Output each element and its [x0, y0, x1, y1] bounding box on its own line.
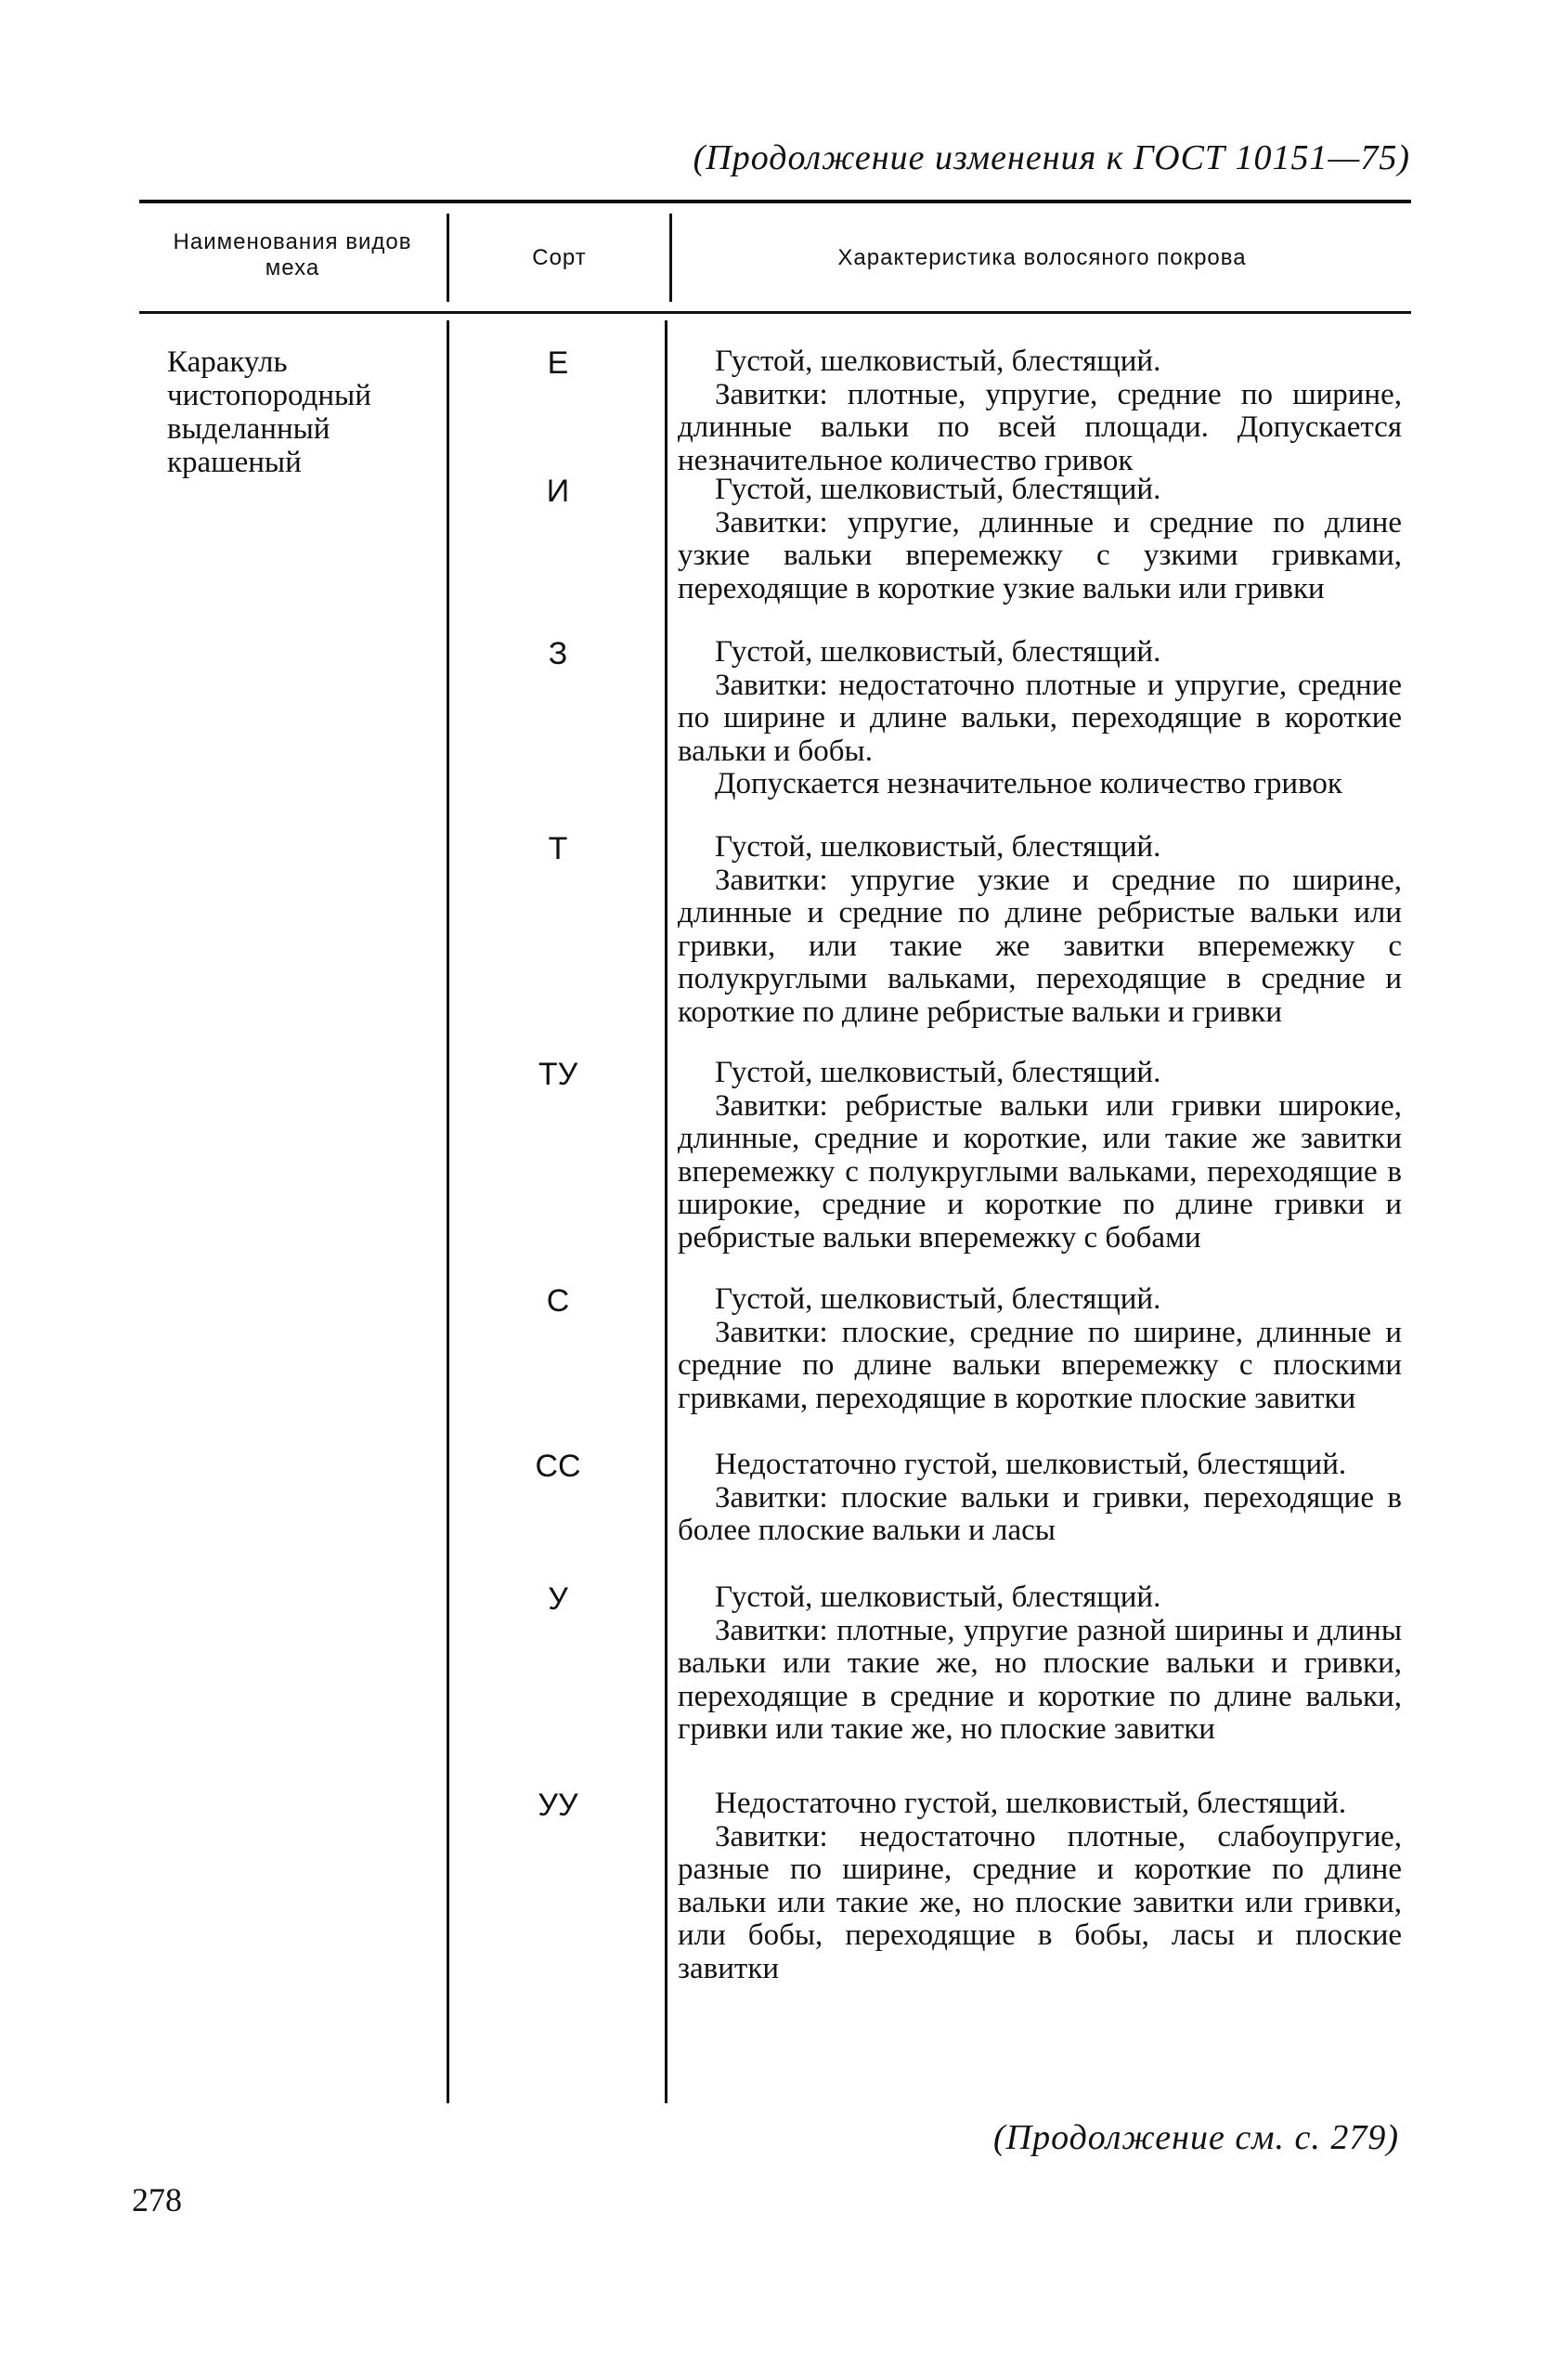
desc-paragraph: Завитки: ребристые вальки или гривки широкие, длинные, средние и короткие, или такие же завитки вперемежку с полукруглыми вальками, переходящие в широкие, средние и короткие по длине гривки и ребристые вальки вперемежку с бобами	[678, 1088, 1402, 1255]
desc-z	[678, 636, 1402, 801]
desc-paragraph: Недостаточно густой, шелковистый, блестящий.	[715, 1448, 1347, 1481]
grade-tu: ТУ	[538, 1057, 578, 1092]
grade-uu: УУ	[538, 1788, 578, 1823]
page-number: 278	[132, 2181, 182, 2218]
desc-paragraph: Завитки: недостаточно плотные и упругие, средние по ширине и длине вальки, переходящие в короткие вальки и бобы.	[678, 668, 1402, 768]
column-header-description: Характеристика волосяного покрова	[837, 245, 1247, 270]
desc-e	[678, 345, 1402, 477]
desc-ss	[678, 1449, 1402, 1548]
footer-note: (Продолжение см. с. 279)	[992, 2118, 1399, 2157]
desc-paragraph: Завитки: плоские вальки и гривки, переходящие в более плоские вальки и ласы	[678, 1480, 1402, 1547]
grade-z: З	[548, 636, 568, 671]
desc-paragraph: Густой, шелковистый, блестящий.	[715, 1282, 1161, 1316]
grade-t: Т	[548, 831, 568, 866]
column-header-separator-2	[669, 214, 672, 302]
desc-paragraph: Завитки: плотные, упругие разной ширины и длины вальки или такие же, но плоские вальки и гривки, переходящие в средние и короткие по длине вальки, гривки или такие же, но плоские завитки	[678, 1613, 1402, 1746]
grade-e: Е	[547, 345, 569, 381]
desc-paragraph: Густой, шелковистый, блестящий.	[715, 473, 1161, 506]
desc-paragraph: Завитки: плотные, упругие, средние по ширине, длинные вальки по всей площади. Допускается незначительное количество гривок	[678, 377, 1402, 477]
desc-i	[678, 474, 1402, 605]
desc-paragraph: Завитки: недостаточно плотные, слабоупругие, разные по ширине, средние и короткие по длине вальки или такие же, но плоские завитки или гривки, или бобы, переходящие в бобы, ласы и плоские завитки	[678, 1819, 1402, 1985]
desc-tu	[678, 1057, 1402, 1255]
grade-i: И	[546, 474, 570, 509]
column-header-separator-1	[447, 214, 449, 302]
column-separator-1	[447, 320, 449, 2103]
desc-paragraph: Завитки: плоские, средние по ширине, длинные и средние по длине вальки вперемежку с плоскими гривками, переходящие в короткие плоские завитки	[678, 1315, 1402, 1415]
grade-ss: СС	[535, 1449, 581, 1484]
desc-paragraph: Завитки: упругие узкие и средние по ширине, длинные и средние по длине ребристые вальки или гривки, или такие же завитки вперемежку с полукруглыми вальками, переходящие в средние и короткие по длине ребристые вальки и гривки	[678, 863, 1402, 1029]
desc-paragraph: Недостаточно густой, шелковистый, блестящий.	[715, 1787, 1347, 1820]
grade-u: У	[548, 1581, 568, 1617]
desc-paragraph: Густой, шелковистый, блестящий.	[715, 830, 1161, 864]
fur-name: Каракуль чистопородный выделанный крашеный	[167, 345, 371, 479]
desc-s	[678, 1283, 1402, 1415]
desc-paragraph: Завитки: упругие, длинные и средние по длине узкие вальки вперемежку с узкими гривками, переходящие в короткие узкие вальки или гривки	[678, 505, 1402, 605]
grade-s: С	[546, 1283, 570, 1319]
desc-paragraph: Густой, шелковистый, блестящий.	[715, 1580, 1161, 1614]
column-header-grade: Сорт	[532, 245, 587, 270]
table-top-rule	[139, 200, 1411, 203]
desc-paragraph: Густой, шелковистый, блестящий.	[715, 1056, 1161, 1089]
column-header-name: Наименования видов меха	[173, 229, 412, 280]
desc-t	[678, 831, 1402, 1029]
header-note: (Продолжение изменения к ГОСТ 10151—75)	[693, 138, 1410, 177]
desc-paragraph: Допускается незначительное количество гривок	[715, 767, 1342, 800]
desc-u	[678, 1581, 1402, 1747]
column-separator-2	[665, 320, 667, 2103]
desc-paragraph: Густой, шелковистый, блестящий.	[715, 345, 1161, 378]
table-header-rule	[139, 311, 1411, 314]
desc-uu	[678, 1788, 1402, 1985]
desc-paragraph: Густой, шелковистый, блестящий.	[715, 635, 1161, 669]
